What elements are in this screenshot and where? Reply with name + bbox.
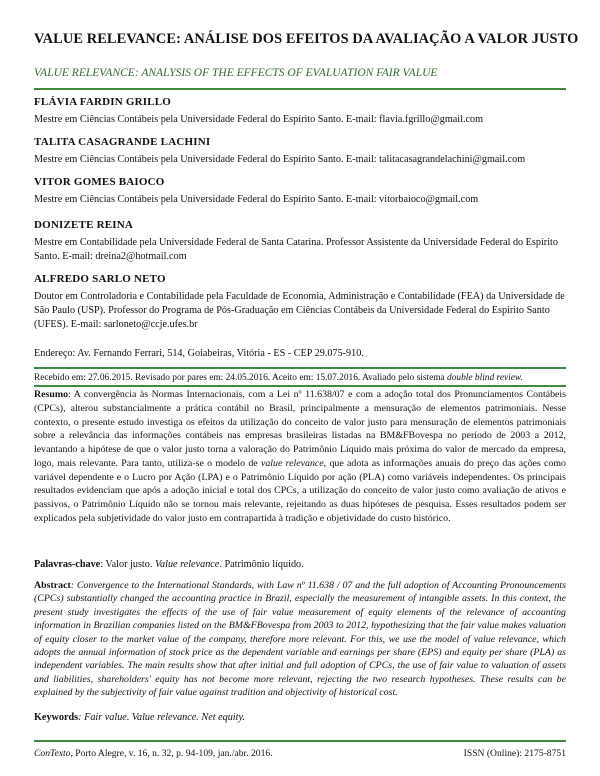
keywords [34, 712, 245, 723]
author-block [34, 95, 566, 127]
abstract [34, 579, 566, 700]
palavras-chave-label: Palavras-chave [34, 559, 101, 570]
abstract-text: : Convergence to the International Standards, with Law nº 11.638 / 07 and the full adoption of Accounting Pronouncements (CPCs) substantially changed the accounting practice in Brazil, especially the measurement of intangible assets. In this context, the present study investigates the effects of the use of fair value measurement of equity elements of the relevance of accounting information in Brazilian companies listed on the BM&FBovespa from 2003 to 2012, hypothesizing that the fair value makes valuation of equity closer to the market value of the company, therefore more relevant. For this, we use the model of value relevance, which adopts the annual information of stock price as the dependent variable and earnings per share (EPS) and equity per share (PLA) as independent variables. The main results show that after initial and full adoption of CPCs, the use of fair value to valuation of assets and liabilities, shareholders' equity has not become more relevant, rejecting the two research hypotheses. These results can be explained by the subjectivity of fair value against tradition and objectivity of historical cost. [34, 580, 566, 699]
author-block [34, 272, 566, 332]
dates-top-divider [34, 367, 566, 369]
paper-title: VALUE RELEVANCE: ANÁLISE DOS EFEITOS DA AVALIAÇÃO A VALOR JUSTO [34, 31, 579, 47]
dates-bottom-divider [34, 385, 566, 387]
author-block [34, 135, 566, 167]
author-affiliation: Mestre em Ciências Contábeis pela Universidade Federal do Espírito Santo. E-mail: flavia.fgrillo@gmail.com [34, 114, 484, 125]
dates-text: Recebido em: 27.06.2015. Revisado por pares em: 24.05.2016. Aceito em: 15.07.2016. Avaliado pelo sistema [34, 373, 448, 383]
author-affiliation: Doutor em Controladoria e Contabilidade pela Faculdade de Economia, Administração e Contabilidade (FEA) da Universidade de São Paulo (USP). Professor do Programa de Pós-Graduação em Ciências Contábeis da Universidade Federal do Espírito Santo (UFES). E-mail: sarloneto@ccje.ufes.br [34, 291, 565, 330]
journal-name: ConTexto [34, 748, 71, 759]
citation-text: , Porto Alegre, v. 16, n. 32, p. 94-109, jan./abr. 2016. [70, 748, 273, 759]
paper-subtitle: VALUE RELEVANCE: ANALYSIS OF THE EFFECTS OF EVALUATION FAIR VALUE [34, 67, 438, 79]
author-block [34, 218, 566, 264]
author-name: FLÁVIA FARDIN GRILLO [34, 96, 172, 108]
keywords-label: Keywords [34, 712, 79, 723]
title-divider [34, 88, 566, 90]
submission-dates [34, 373, 523, 383]
review-system: double blind review. [447, 373, 523, 383]
resumo [34, 388, 566, 526]
author-affiliation: Mestre em Contabilidade pela Universidade Federal de Santa Catarina. Professor Assistente da Universidade Federal do Espírito Santo. E-mail: dreina2@hotmail.com [34, 237, 558, 262]
resumo-label: Resumo [34, 389, 69, 400]
author-affiliation: Mestre em Ciências Contábeis pela Universidade Federal do Espírito Santo. E-mail: vitorbaioco@gmail.com [34, 194, 479, 205]
palavras-chave-pre: : Valor justo. [100, 559, 155, 570]
author-name: ALFREDO SARLO NETO [34, 273, 166, 285]
resumo-italic: value relevance [260, 457, 324, 469]
footer-citation [34, 748, 273, 759]
author-name: DONIZETE REINA [34, 219, 134, 231]
palavras-chave [34, 559, 304, 570]
resumo-text: : A convergência às Normas Internacionais, com a Lei nº 11.638/07 e com a adoção total dos Pronunciamentos Contábeis (CPCs), alterou substancialmente a prática contábil no Brasil, principalmente a mensuração de elementos patrimoniais. Nesse contexto, o presente estudo investiga os efeitos da utilização do conceito de valor justo para mensuração de elementos patrimoniais sobre a relevância das informações contábeis nas empresas brasileiras listadas na BM&FBovespa no período de 2003 a 2012, levantando a hipótese de que o valor justo torna a valoração do Patrimônio Líquido mais próxima do valor de mercado da empresa, logo, mais relevante. Para tanto, utiliza-se o modelo de [34, 389, 566, 469]
author-block [34, 175, 566, 207]
resumo-text-2: , que adota as informações anuais do preço das ações como variável dependente e o Lucro por Ação (LPA) e o Patrimônio Líquido por ação (PLA) como variáveis independentes. Os principais resultados evidenciam que após a adoção inicial e total dos CPCs, a utilização do conceito de valor justo como avaliação de ativos e passivos, o Patrimônio Líquido não se tornou mais relevante, rejeitando as duas hipóteses de pesquisa. Esses resultados podem ser explicados pela subjetividade do valor justo em contrapartida à tradição e objetividade do custo histórico. [34, 457, 566, 524]
palavras-chave-post: . Patrimônio líquido. [219, 559, 304, 570]
author-name: TALITA CASAGRANDE LACHINI [34, 136, 211, 148]
footer-divider [34, 740, 566, 742]
palavras-chave-italic: Value relevance [154, 559, 220, 570]
author-affiliation: Mestre em Ciências Contábeis pela Universidade Federal do Espírito Santo. E-mail: talitacasagrandelachini@gmail.com [34, 154, 526, 165]
issn: ISSN (Online): 2175-8751 [463, 748, 566, 759]
abstract-label: Abstract [34, 580, 71, 591]
address: Endereço: Av. Fernando Ferrari, 514, Goiabeiras, Vitória - ES - CEP 29.075-910. [34, 348, 364, 359]
author-name: VITOR GOMES BAIOCO [34, 176, 165, 188]
keywords-text: : Fair value. Value relevance. Net equity. [78, 712, 245, 723]
